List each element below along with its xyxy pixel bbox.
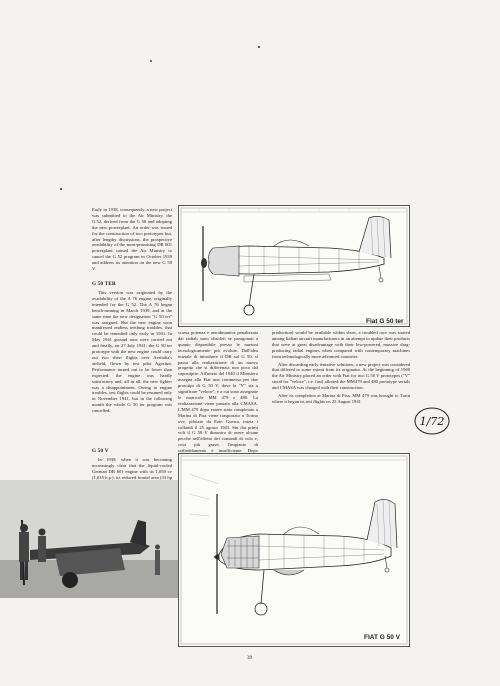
g50v-cutaway-svg bbox=[179, 454, 409, 646]
scan-speck bbox=[150, 60, 152, 62]
aircraft-photo bbox=[0, 480, 178, 598]
g50v-caption: FIAT G 50 V bbox=[364, 634, 400, 641]
scan-speck bbox=[258, 46, 260, 48]
g50-ter-drawing bbox=[178, 205, 410, 327]
g50-ter-cutaway-svg bbox=[179, 206, 409, 326]
stamp-text: 1/72 bbox=[419, 415, 445, 428]
ter-paragraph: This version was originated by the availability of the A 76 engine, originally intended for the G 52. The A 76 began bench-running in March 1939, and at the same time the new designation "G 50 ter" was assigned. But the new engine soon manifested endless teething troubles, that could be remedied only early in 1941. In May 1941 ground runs were carried out and finally, on 27 July 1941, the G 50 ter prototype with the new engine could carry out two short flights over Aeritalia's airfield, flown by test pilot Agostini. Performance turned out to be lower than expected, the engine was hardly satisfactory and, all in all, the new fighter was a disappointment. Owing to engine troubles, test flights could be resumed only in November 1941, but in the following month the whole G 50 ter program was cancelled. bbox=[92, 290, 172, 414]
italian-paragraph: scarsa potenza e aerodinamica penalizzata dai radiali sono obsoleti se paragonati a quanto disponibile presso le nazioni tecnologicamente più evolute. Dall'idea iniziale di introdurre il DB sul G 50, si passa alla realizzazione di un nuovo progetto che si differenzia non poco dal capostipite. All'inizio del 1940 il Ministero assegna alla Fiat una commessa per due prototipi di G 50 V, dove la "V" sta a significare "veloce", e a cui sono assegnate le matricole MM 479 e 480. La realizzazione viene passata alla CMASA. L'MM 479 dopo essere stato completato a Marina di Pisa viene trasportato a Torino ove, pilotato da Ezio Guerra, inizia i collaudi il 25 agosto 1941. Sin dai primi voli il G 50 V dimostra di avere alcune pecche nell'effetto dei comandi di volo e, cosa più grave, l'impianto di raffreddamento è insufficiente. Dopo bbox=[178, 330, 258, 454]
scale-stamp bbox=[413, 406, 451, 436]
heading-g50-v: G 50 V bbox=[92, 448, 109, 454]
intro-paragraph: Early in 1938, consequently, a new project was submitted to the Air Ministry, the G.52, derived from the G 50 and adopting the new powerplant. An order was issued for the construction of two prototypes but, after lengthy discussions, the prospective availability of the most-promising DB 601 powerplant caused the Air Ministry to cancel the G 52 program in October 1939 and address its attention on the new G 50 V. bbox=[92, 207, 172, 272]
v-paragraph: In 1939, when it was becoming increasingly clear that the liquid-cooled German DB 601 engine with its 1,050 cv (1,035 h.p.), its reduced frontal area (33 hp bbox=[92, 457, 172, 480]
g50-ter-caption: Fiat G 50 ter bbox=[366, 318, 404, 325]
page-number: 39 bbox=[247, 656, 252, 661]
scan-speck bbox=[60, 188, 62, 190]
right-column-text: production) would be available within short, a troubled race was started among Italian aircraft manufacturers in an attempt to update their products that were at great disadvantage with their low-powered, massive drag-producing radial engines when compared with contemporary machines from technologically more advanced countries. After discarding early tentative solutions, a new project was considered that differed to some extent from its originator. At the beginning of 1940 the Air Ministry placed an order with Fiat for two G 50 V prototypes ("V" stood for "veloce", i.e. fast) allotted the MM479 and 480 prototype serials and CMASA was charged with their construction. After its completion at Marina di Pisa, MM 479 was brought to Turin where it began its test flights on 25 August 1941 bbox=[272, 330, 410, 404]
stamp-svg bbox=[413, 406, 451, 436]
heading-g50-ter: G 50 TER bbox=[92, 281, 116, 287]
aircraft-photo-svg bbox=[0, 480, 178, 598]
g50v-drawing bbox=[178, 453, 410, 647]
